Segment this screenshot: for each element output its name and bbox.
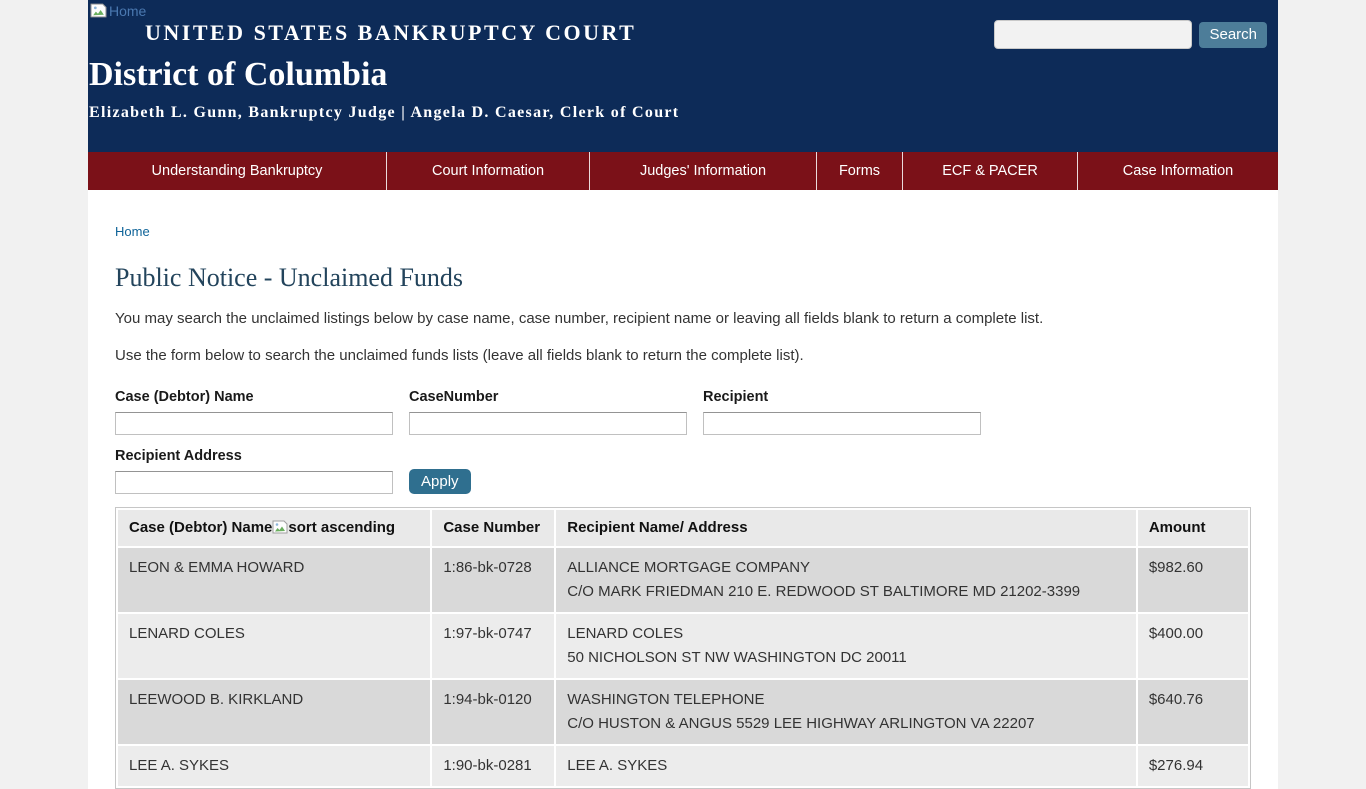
broken-image-icon — [90, 3, 107, 19]
cell-recipient — [556, 548, 1136, 612]
recipient-address: 50 NICHOLSON ST NW WASHINGTON DC 20011 — [567, 649, 907, 666]
header-recipient-name-address: Recipient Name/ Address — [556, 510, 1136, 546]
field-case-debtor-name — [115, 389, 393, 435]
sort-ascending-alt: sort ascending — [288, 519, 396, 536]
case-number-label: CaseNumber — [409, 389, 499, 405]
table-row — [118, 746, 1248, 786]
broken-image-icon — [272, 516, 288, 540]
cell-recipient — [556, 746, 1136, 786]
cell-case-number: 1:90-bk-0281 — [432, 746, 554, 786]
header-amount: Amount — [1138, 510, 1248, 546]
recipient-name: WASHINGTON TELEPHONE — [567, 691, 765, 708]
cell-case-name: LENARD COLES — [118, 614, 430, 678]
site-header — [88, 0, 1278, 152]
main-nav — [88, 152, 1278, 190]
nav-case-information[interactable]: Case Information — [1122, 163, 1234, 179]
case-number-input[interactable] — [409, 412, 687, 435]
field-recipient-address — [115, 448, 393, 494]
case-debtor-name-label: Case (Debtor) Name — [115, 389, 254, 405]
header-home-link[interactable] — [90, 3, 146, 19]
search-button[interactable]: Search — [1199, 22, 1267, 48]
court-title: UNITED STATES BANKRUPTCY COURT — [145, 20, 637, 45]
nav-court-information[interactable]: Court Information — [387, 152, 590, 190]
case-debtor-name-input[interactable] — [115, 412, 393, 435]
page-container — [88, 0, 1278, 789]
field-recipient — [703, 389, 981, 435]
search-input[interactable] — [994, 20, 1192, 49]
header-home-image-alt: Home — [109, 3, 147, 19]
unclaimed-funds-search-form — [115, 389, 1251, 494]
recipient-address: C/O MARK FRIEDMAN 210 E. REDWOOD ST BALTIMORE MD 21202-3399 — [567, 583, 1081, 600]
recipient-address-label: Recipient Address — [115, 448, 242, 464]
cell-case-number: 1:94-bk-0120 — [432, 680, 554, 744]
form-row-1 — [115, 389, 1251, 435]
header-search-area — [994, 20, 1267, 49]
recipient-name: ALLIANCE MORTGAGE COMPANY — [567, 559, 811, 576]
content — [88, 190, 1278, 789]
cell-case-name: LEE A. SYKES — [118, 746, 430, 786]
nav-forms[interactable]: Forms — [817, 152, 903, 190]
page-title: Public Notice - Unclaimed Funds — [115, 263, 464, 292]
breadcrumb-home-link[interactable]: Home — [115, 224, 150, 239]
breadcrumb — [115, 224, 1251, 239]
header-case-debtor-name — [118, 510, 430, 546]
table-header-row — [118, 510, 1248, 546]
recipient-label: Recipient — [703, 389, 769, 405]
cell-case-name: LEEWOOD B. KIRKLAND — [118, 680, 430, 744]
cell-case-name: LEON & EMMA HOWARD — [118, 548, 430, 612]
sort-case-name-link[interactable] — [129, 519, 395, 536]
form-row-2 — [115, 448, 1251, 494]
table-row — [118, 680, 1248, 744]
recipient-name: LEE A. SYKES — [567, 757, 668, 774]
cell-recipient — [556, 614, 1136, 678]
unclaimed-funds-table — [115, 507, 1251, 789]
nav-judges-information[interactable]: Judges' Information — [590, 152, 817, 190]
header-case-number: Case Number — [432, 510, 554, 546]
recipient-address: C/O HUSTON & ANGUS 5529 LEE HIGHWAY ARLINGTON VA 22207 — [567, 715, 1035, 732]
cell-amount: $400.00 — [1138, 614, 1248, 678]
cell-amount: $640.76 — [1138, 680, 1248, 744]
unclaimed-funds-table-body — [118, 548, 1248, 786]
cell-amount: $276.94 — [1138, 746, 1248, 786]
cell-case-number: 1:97-bk-0747 — [432, 614, 554, 678]
intro-paragraph-1: You may search the unclaimed listings below by case name, case number, recipient name or leaving all fields blank to return a complete list. — [115, 310, 1044, 327]
recipient-input[interactable] — [703, 412, 981, 435]
cell-amount: $982.60 — [1138, 548, 1248, 612]
cell-recipient — [556, 680, 1136, 744]
sort-link-label: Case (Debtor) Name — [129, 519, 273, 536]
recipient-address-input[interactable] — [115, 471, 393, 494]
intro-paragraph-2: Use the form below to search the unclaimed funds lists (leave all fields blank to return the complete list). — [115, 347, 804, 364]
nav-ecf-pacer[interactable]: ECF & PACER — [903, 152, 1078, 190]
nav-understanding-bankruptcy[interactable]: Understanding Bankruptcy — [88, 152, 387, 190]
cell-case-number: 1:86-bk-0728 — [432, 548, 554, 612]
officials-line: Elizabeth L. Gunn, Bankruptcy Judge | Angela D. Caesar, Clerk of Court — [89, 104, 680, 121]
recipient-name: LENARD COLES — [567, 625, 684, 642]
apply-button[interactable]: Apply — [409, 469, 471, 494]
table-row — [118, 614, 1248, 678]
district-title: District of Columbia — [89, 56, 388, 93]
table-row — [118, 548, 1248, 612]
field-case-number — [409, 389, 687, 435]
